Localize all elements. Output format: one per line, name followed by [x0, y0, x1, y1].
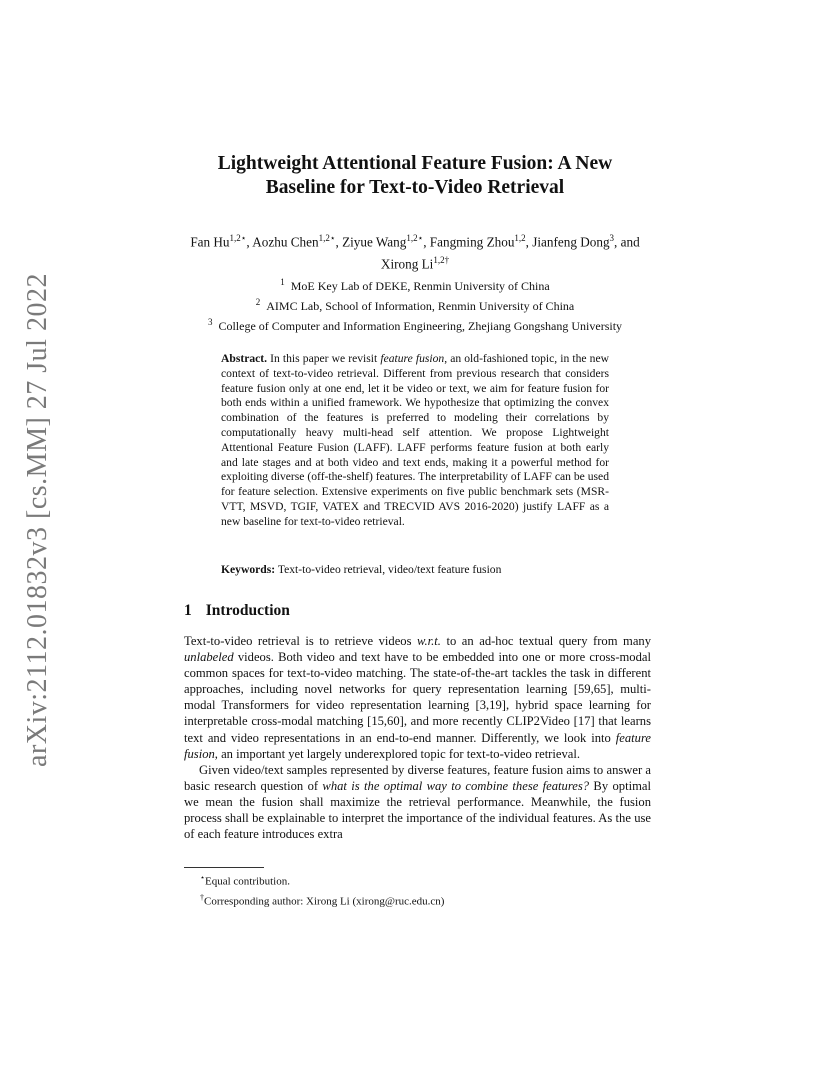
- body-text: [184, 633, 651, 842]
- abstract-label: Abstract.: [221, 352, 268, 365]
- author-name: Xirong Li: [380, 256, 434, 272]
- section-number: 1: [184, 602, 192, 619]
- footnote-rule: [184, 867, 264, 868]
- keywords-text: Text-to-video retrieval, video/text feature fusion: [277, 563, 502, 576]
- affiliation-number: 1: [280, 277, 285, 287]
- keywords-label: Keywords:: [221, 563, 276, 576]
- text-run: By optimal we mean the fusion shall maximize the retrieval performance. Meanwhile, the fusion process shall be explainable to interpret the importance of the individual features. As the use of each feature introduces extra: [184, 778, 651, 842]
- affiliation-text: AIMC Lab, School of Information, Renmin University of China: [266, 299, 575, 313]
- affiliation-number: 3: [207, 317, 213, 327]
- author-list: [185, 229, 645, 274]
- footnote-mark: †: [200, 892, 204, 902]
- affiliation-text: College of Computer and Information Engineering, Zhejiang Gongshang University: [218, 319, 623, 333]
- author-name: Fangming Zhou: [429, 234, 515, 250]
- author-separator: ,: [246, 234, 253, 250]
- author-name: Jianfeng Dong: [532, 234, 610, 250]
- paragraph: [184, 762, 651, 842]
- affiliation-line: [170, 274, 660, 294]
- footnotes: [200, 870, 650, 909]
- affiliation-line: [170, 314, 660, 334]
- text-run: Text-to-video retrieval is to retrieve videos: [184, 634, 418, 648]
- footnote: [200, 890, 650, 910]
- author-affiliation-marker: 3: [609, 233, 615, 243]
- author-separator: ,: [335, 234, 343, 250]
- section-heading: [184, 602, 290, 620]
- author-name: Ziyue Wang: [342, 234, 407, 250]
- section-title: Introduction: [205, 602, 290, 619]
- paragraph: [184, 633, 651, 762]
- text-run: In this paper we revisit: [267, 352, 381, 365]
- author-affiliation-marker: 1,2⋆: [318, 233, 336, 243]
- title-line-1: Lightweight Attentional Feature Fusion: A New: [217, 153, 613, 174]
- affiliations: [170, 274, 660, 334]
- emphasis-text: feature fusion: [184, 730, 651, 761]
- affiliation-line: [170, 294, 660, 314]
- footnote-mark: ⋆: [200, 873, 206, 882]
- text-run: videos. Both video and text have to be embedded into one or more cross-modal common spaces for text-to-video matching. The state-of-the-art tackles the task in different approaches, including novel networks for query representation learning [59,65], multi-modal Transformers for video representation learning [3,19], hybrid space learning for interpretable cross-modal matching [15,60], and more recently CLIP2Video [17] that learns text and video representations in an end-to-end manner. Differently, we look into: [184, 650, 651, 745]
- abstract: [221, 352, 609, 530]
- author-affiliation-marker: 1,2: [514, 233, 526, 243]
- affiliation-number: 2: [255, 297, 261, 307]
- title-line-2: Baseline for Text-to-Video Retrieval: [265, 177, 565, 198]
- author-separator: ,: [525, 234, 533, 250]
- arxiv-identifier: arXiv:2112.01832v3 [cs.MM] 27 Jul 2022: [22, 273, 53, 767]
- text-run: to an ad-hoc textual query from many: [440, 634, 652, 648]
- emphasis-text: unlabeled: [184, 650, 234, 665]
- text-run: , an old-fashioned topic, in the new context of text-to-video retrieval. Different from previous research that considers feature fusion only at one end, let it be video or text, we aim for feature fusion for both ends within a unified framework. We hypothesize that optimizing the convex combination of the features is preferred to modeling their correlations by computationally heavy multi-head self attention. We propose Lightweight Attentional Feature Fusion (LAFF). LAFF performs feature fusion at both early and late stages and at both video and text ends, making it a powerful method for exploiting diverse (off-the-shelf) features. The interpretability of LAFF can be used for feature selection. Extensive experiments on five public benchmark sets (MSR-VTT, MSVD, TGIF, VATEX and TRECVID AVS 2016-2020) justify LAFF as a new baseline for text-to-video retrieval.: [221, 352, 610, 528]
- footnote-text: Equal contribution.: [205, 875, 290, 888]
- footnote: [200, 870, 650, 890]
- emphasis-text: feature fusion: [380, 352, 445, 365]
- author-separator: , and: [614, 234, 640, 250]
- emphasis-text: w.r.t.: [417, 634, 441, 648]
- author-name: Aozhu Chen: [252, 234, 319, 250]
- abstract-text: [221, 352, 609, 528]
- author-affiliation-marker: 1,2†: [433, 255, 450, 266]
- keywords: [221, 562, 609, 577]
- footnote-text: Corresponding author: Xirong Li (xirong@ruc.edu.cn): [204, 895, 445, 908]
- text-run: Given video/text samples represented by diverse features, feature fusion aims to answer a basic research question of: [184, 762, 651, 793]
- author-name: Fan Hu: [190, 234, 230, 250]
- emphasis-text: what is the optimal way to combine these features?: [322, 778, 590, 793]
- author-affiliation-marker: 1,2⋆: [406, 233, 424, 243]
- affiliation-text: MoE Key Lab of DEKE, Renmin University of China: [290, 279, 550, 293]
- text-run: , an important yet largely underexplored topic for text-to-video retrieval.: [214, 746, 581, 761]
- author-affiliation-marker: 1,2⋆: [229, 233, 247, 243]
- author-separator: ,: [423, 234, 430, 250]
- paper-title: [160, 152, 670, 200]
